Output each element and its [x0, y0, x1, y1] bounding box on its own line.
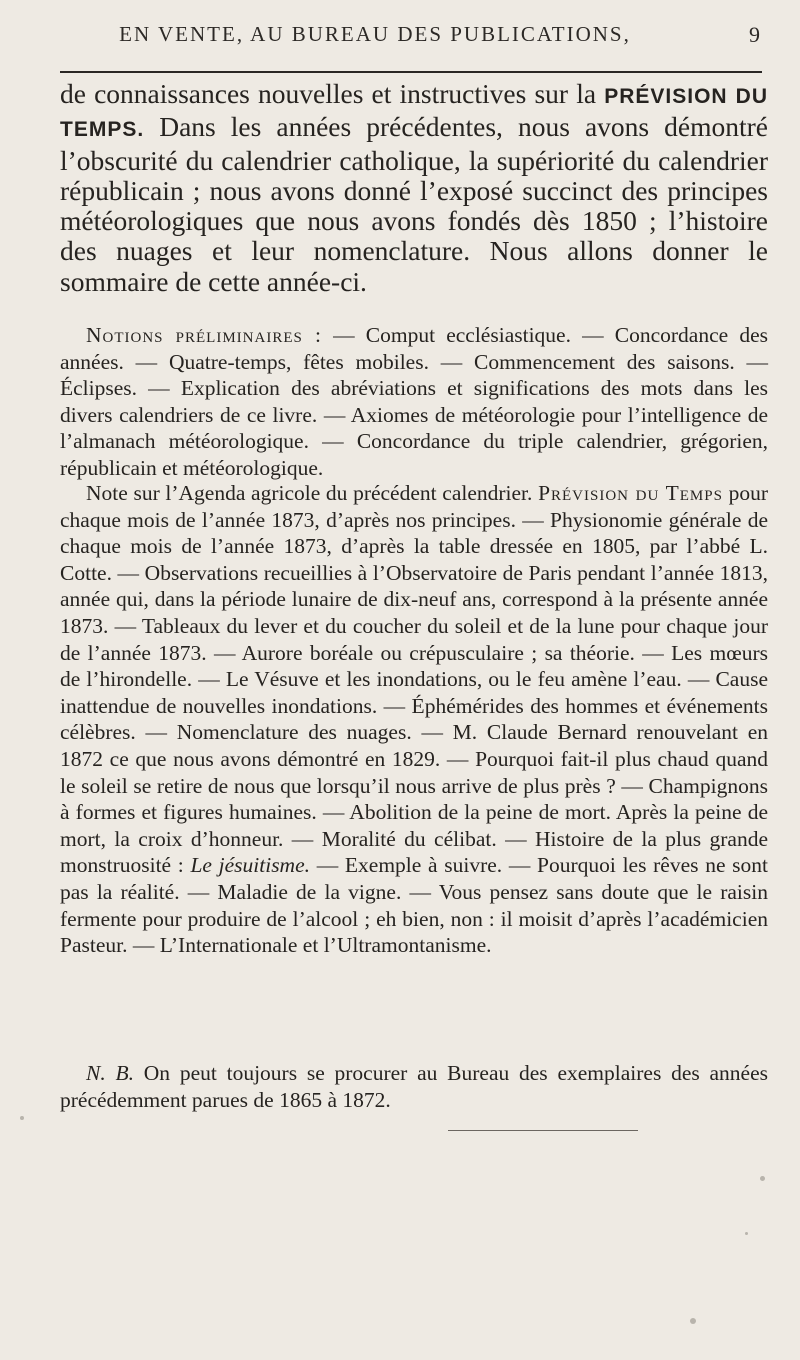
prevision-heading: Prévision du Temps [538, 481, 723, 505]
intro-paragraph [60, 79, 768, 297]
nb-text: On peut toujours se procurer au Bureau des exemplaires des années précédemment parues de 1865 à 1872. [60, 1061, 769, 1112]
page-number: 9 [749, 22, 760, 47]
notions-heading: Notions préliminaires : [86, 323, 322, 347]
running-head [60, 22, 760, 56]
prevision-du-temps-title: PRÉVISION DU TEMPS. [60, 85, 768, 142]
intro-text-1: de connaissances nouvelles et instructives sur la [60, 78, 597, 109]
nb-paragraph [60, 1060, 768, 1113]
note-paragraph [60, 480, 768, 959]
note-text-3: — Exemple à suivre. — Pourquoi les rêves ne sont pas la réalité. — Maladie de la vigne. — Vous pensez sans doute que le raisin fermente pour produire de l’alcool ; eh bien, non : il moisit d’après l’académicien Pasteur. — L’Internationale et l’Ultramontanisme. [60, 853, 769, 958]
paper-speck [745, 1232, 748, 1235]
note-text-1: Note sur l’Agenda agricole du précédent calendrier. [86, 481, 533, 505]
intro-text-2: Dans les années précédentes, nous avons démontré l’obscurité du calendrier catholique, la supériorité du calendrier républicain ; nous avons donné l’exposé succinct des principes météorologiques que nous avons fondés dès 1850 ; l’histoire des nuages et leur nomenclature. Nous allons donner le sommaire de cette année-ci. [60, 111, 769, 297]
note-text-2: pour chaque mois de l’année 1873, d’après nos principes. — Physionomie générale de chaque mois de l’année 1873, d’après la table dressée en 1805, par l’abbé L. Cotte. — Observations recueillies à l’Observatoire de Paris pendant l’année 1813, année qui, dans la période lunaire de dix-neuf ans, correspond à la présente année 1873. — Tableaux du lever et du coucher du soleil et de la lune pour chaque jour de l’année 1873. — Aurore boréale ou crépusculaire ; sa théorie. — Les mœurs de l’hirondelle. — Le Vésuve et les inondations, ou le feu amène l’eau. — Cause inattendue de nouvelles inondations. — Éphémérides des hommes et événements célèbres. — Nomenclature des nuages. — M. Claude Bernard renouvelant en 1872 ce que nous avons démontré en 1829. — Pourquoi fait-il plus chaud quand le soleil se retire de nous que lorsqu’il nous arrive de plus près ? — Champignons à formes et figures humaines. — Abolition de la peine de mort. Après la peine de mort, la croix d’honneur. — Moralité du célibat. — Histoire de la plus grande monstruosité : [60, 481, 768, 878]
running-title: EN VENTE, AU BUREAU DES PUBLICATIONS, [119, 22, 631, 46]
notions-text: — Comput ecclésiastique. — Concordance des années. — Quatre-temps, fêtes mobiles. — Commencement des saisons. — Éclipses. — Explication des abréviations et significations des mots dans les divers calendriers de ce livre. — Axiomes de météorologie pour l’intelligence de l’almanach météorologique. — Concordance du triple calendrier, grégorien, républicain et météorologique. [60, 323, 768, 480]
notions-paragraph [60, 322, 768, 482]
header-rule [60, 71, 762, 73]
footer-rule [448, 1130, 638, 1131]
jesuitisme-title: Le jésuitisme. [190, 853, 311, 878]
nb-label: N. B. [86, 1061, 134, 1085]
paper-speck [20, 1116, 24, 1120]
paper-speck [690, 1318, 696, 1324]
paper-speck [760, 1176, 765, 1181]
